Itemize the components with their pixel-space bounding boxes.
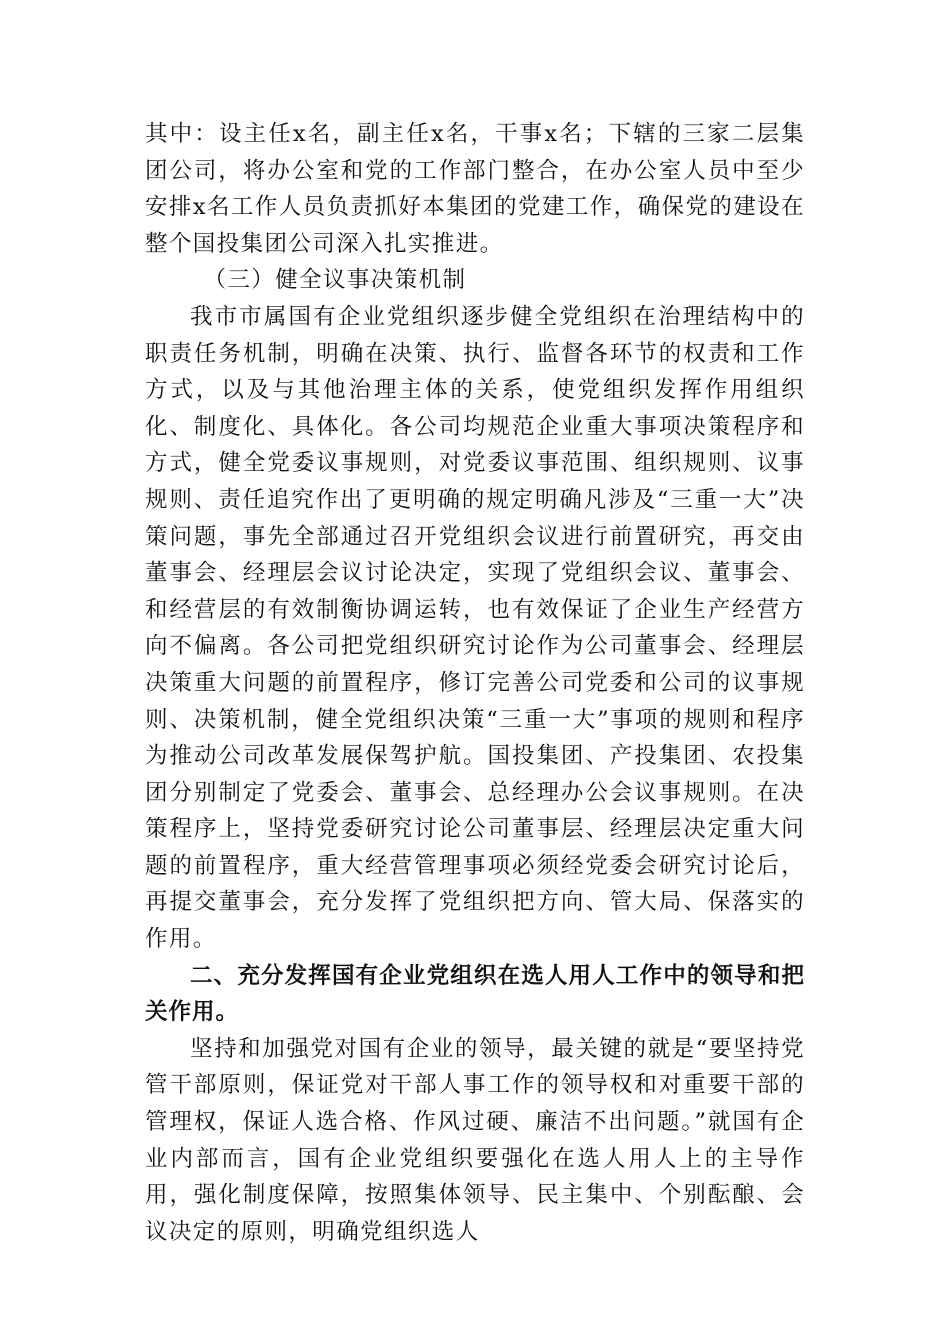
section-heading: 二、充分发挥国有企业党组织在选人用人工作中的领导和把关作用。	[145, 962, 805, 1026]
paragraph-continued: 其中：设主任x名，副主任x名，干事x名；下辖的三家二层集团公司，将办公室和党的工作部门整合，在办公室人员中至少安排x名工作人员负责抓好本集团的党建工作，确保党的建设在整个国投集团公司深入扎实推进。	[145, 121, 805, 257]
paragraph-personnel: 坚持和加强党对国有企业的领导，最关键的就是“要坚持党管干部原则，保证党对干部人事工作的领导权和对重要干部的管理权，保证人选合格、作风过硬、廉洁不出问题。”就国有企业内部而言，国有企业党组织要强化在选人用人上的主导作用，强化制度保障，按照集体领导、民主集中、个别酝酿、会议决定的原则，明确党组织选人	[145, 1035, 805, 1245]
section-subheading: （三）健全议事决策机制	[203, 267, 467, 294]
document-page	[145, 116, 805, 1250]
paragraph-decision-mechanism: 我市市属国有企业党组织逐步健全党组织在治理结构中的职责任务机制，明确在决策、执行、监督各环节的权责和工作方式，以及与其他治理主体的关系，使党组织发挥作用组织化、制度化、具体化。各公司均规范企业重大事项决策程序和方式，健全党委议事规则，对党委议事范围、组织规则、议事规则、责任追究作出了更明确的规定明确凡涉及“三重一大”决策问题，事先全部通过召开党组织会议进行前置研究，再交由董事会、经理层会议讨论决定，实现了党组织会议、董事会、和经营层的有效制衡协调运转，也有效保证了企业生产经营方向不偏离。各公司把党组织研究讨论作为公司董事会、经理层决策重大问题的前置程序，修订完善公司党委和公司的议事规则、决策机制，健全党组织决策“三重一大”事项的规则和程序为推动公司改革发展保驾护航。国投集团、产投集团、农投集团分别制定了党委会、董事会、总经理办公会议事规则。在决策程序上，坚持党委研究讨论公司董事层、经理层决定重大问题的前置程序，重大经营管理事项必须经党委会研究讨论后，再提交董事会，充分发挥了党组织把方向、管大局、保落实的作用。	[145, 303, 805, 953]
